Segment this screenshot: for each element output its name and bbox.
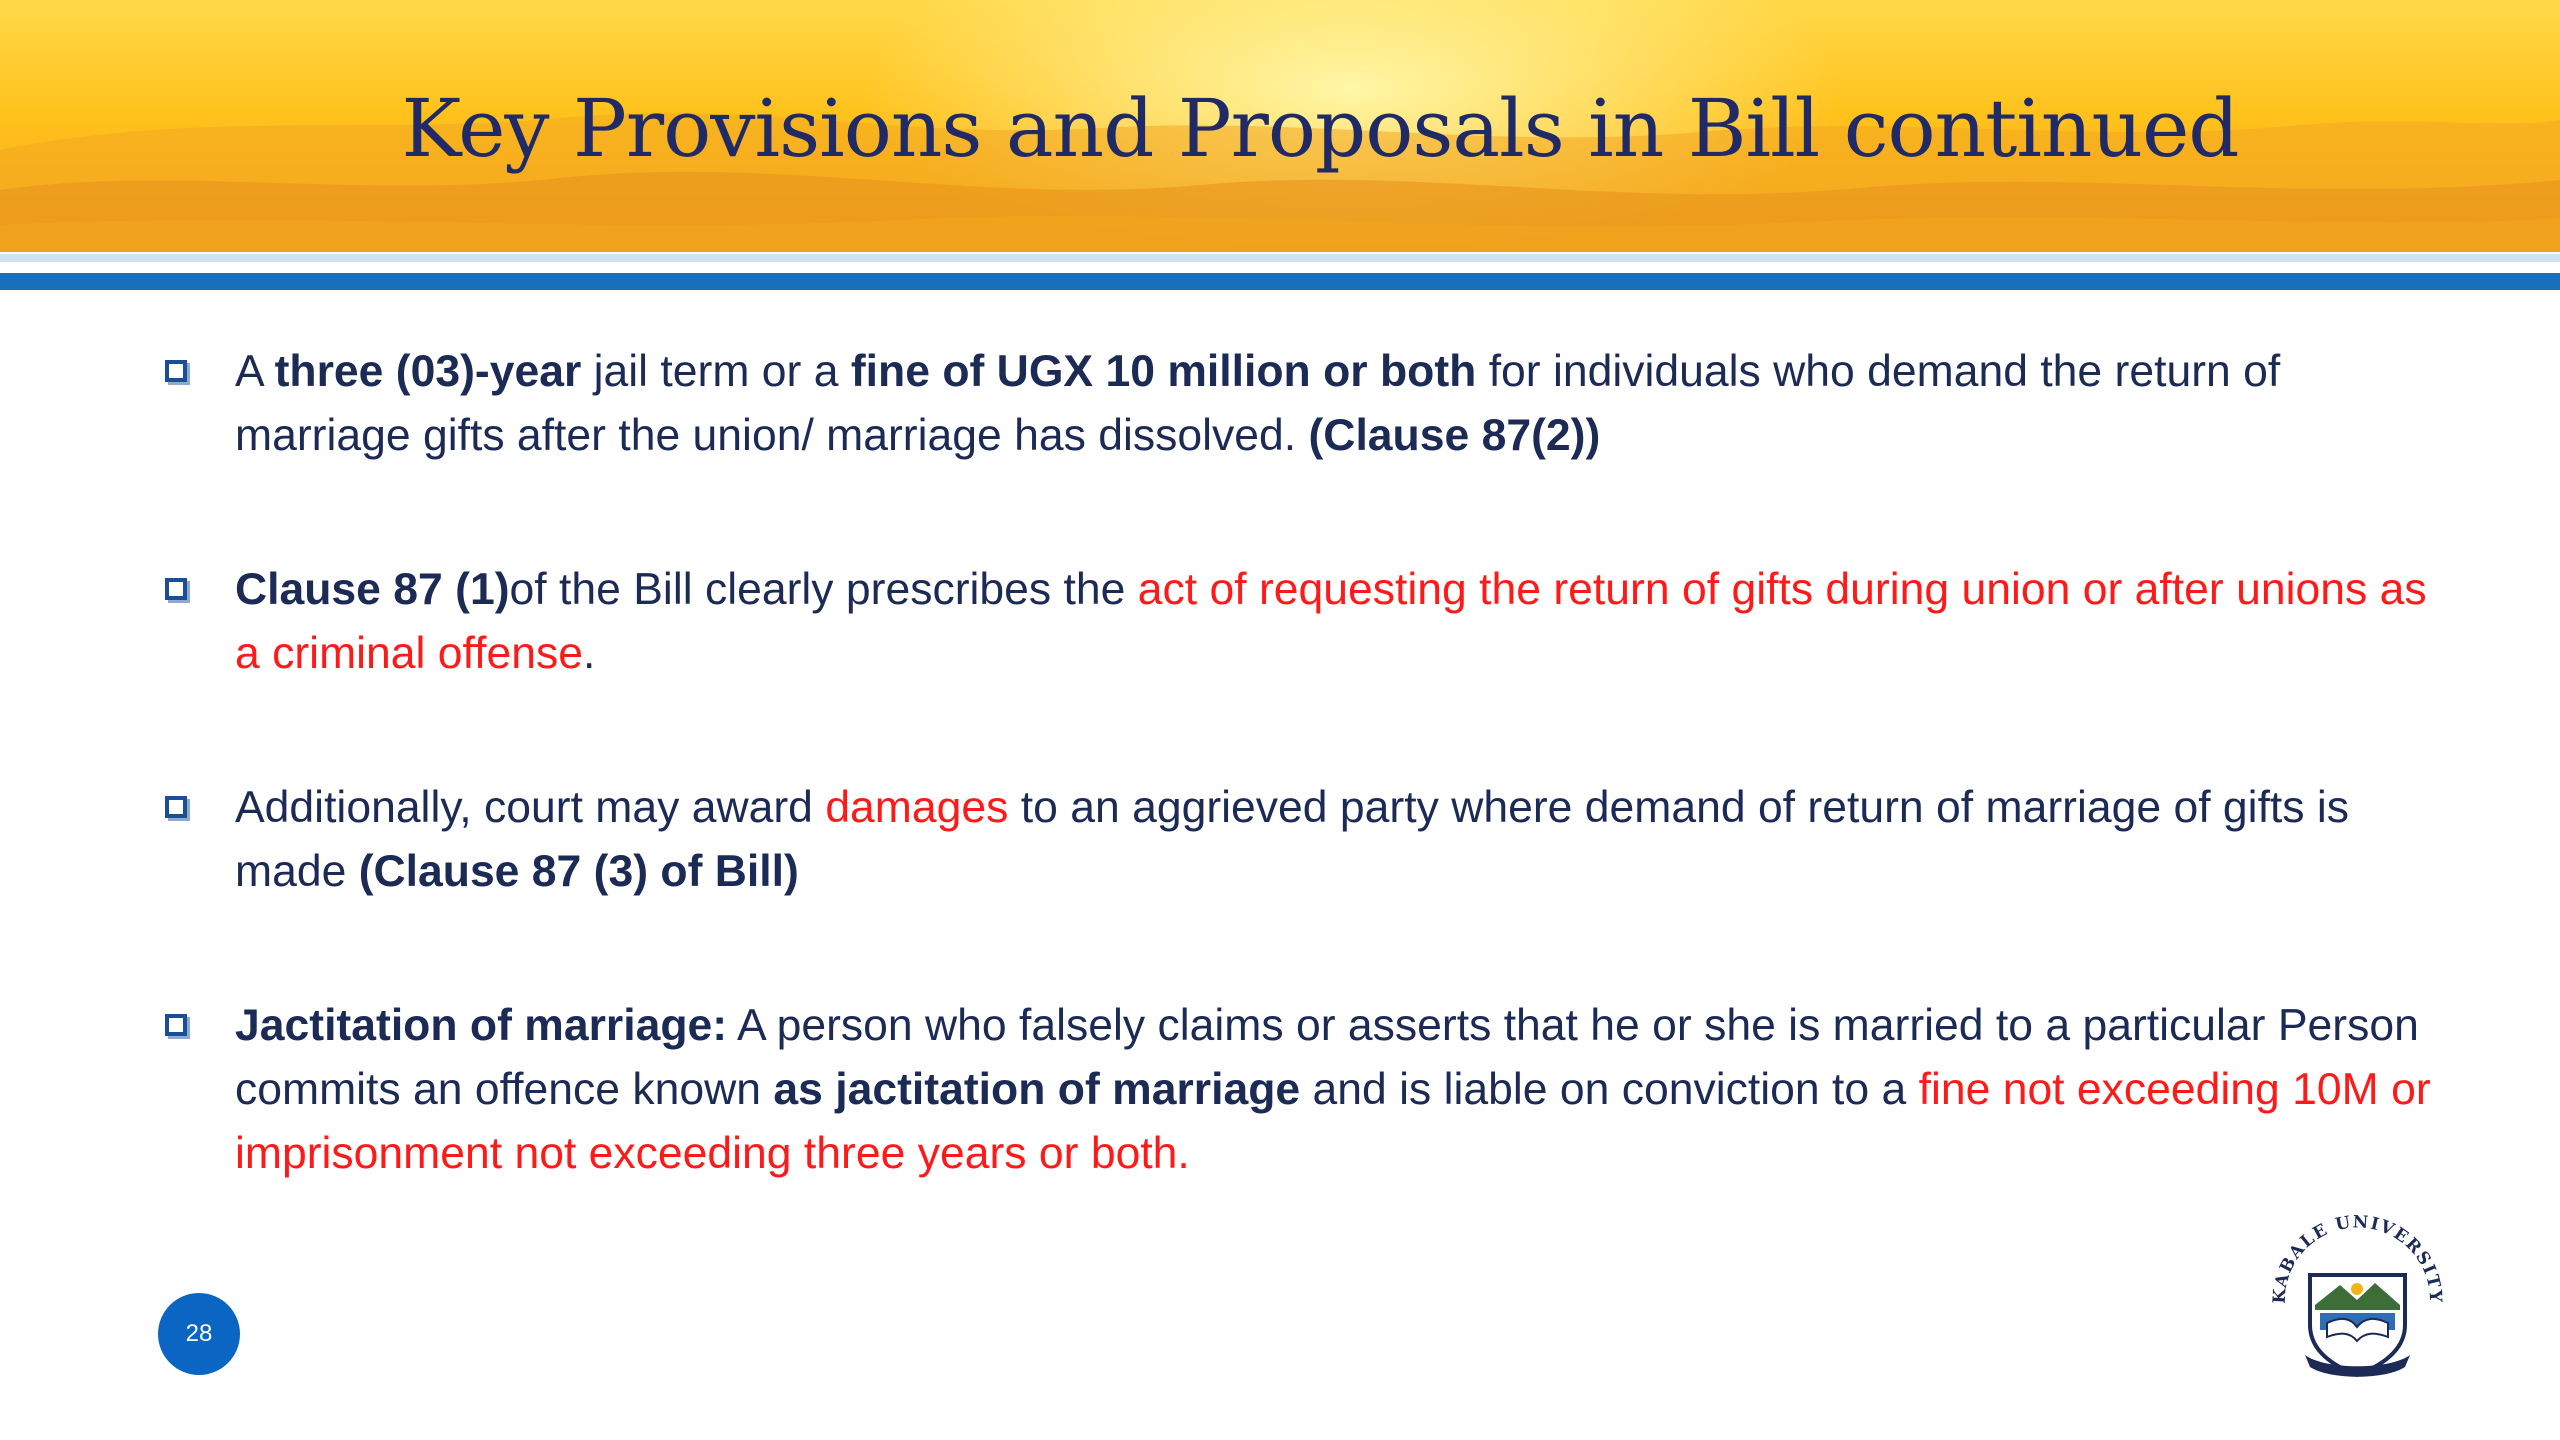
checkbox-bullet-icon bbox=[165, 360, 187, 382]
bullet-text: Additionally, court may award damages to an aggrieved party where demand of return of marriage of gifts is made (Clause 87 (3) of Bill) bbox=[235, 783, 2350, 896]
checkbox-bullet-icon bbox=[165, 1014, 187, 1036]
slide-title: Key Provisions and Proposals in Bill continued bbox=[401, 82, 2239, 175]
checkbox-bullet-icon bbox=[165, 796, 187, 818]
kabale-university-logo bbox=[2265, 1205, 2450, 1385]
bullet-text: A three (03)-year jail term or a fine of UGX 10 million or both for individuals who demand the return of marriage gifts after the union/ marriage has dissolved. (Clause 87(2)) bbox=[235, 347, 2281, 460]
svg-text:KABALE UNIVERSITY: KABALE UNIVERSITY bbox=[2269, 1212, 2446, 1305]
bullet-text: Jactitation of marriage: A person who falsely claims or asserts that he or she is married to a particular Person commits an offence known as jactitation of marriage and is liable on conviction to a fine not exceeding 10M or imprisonment not exceeding three years or both. bbox=[235, 1001, 2431, 1178]
checkbox-bullet-icon bbox=[165, 578, 187, 600]
bullet-text: Clause 87 (1)of the Bill clearly prescribes the act of requesting the return of gifts during union or after unions as a criminal offense. bbox=[235, 565, 2427, 678]
page-number-badge: 28 bbox=[158, 1293, 240, 1375]
